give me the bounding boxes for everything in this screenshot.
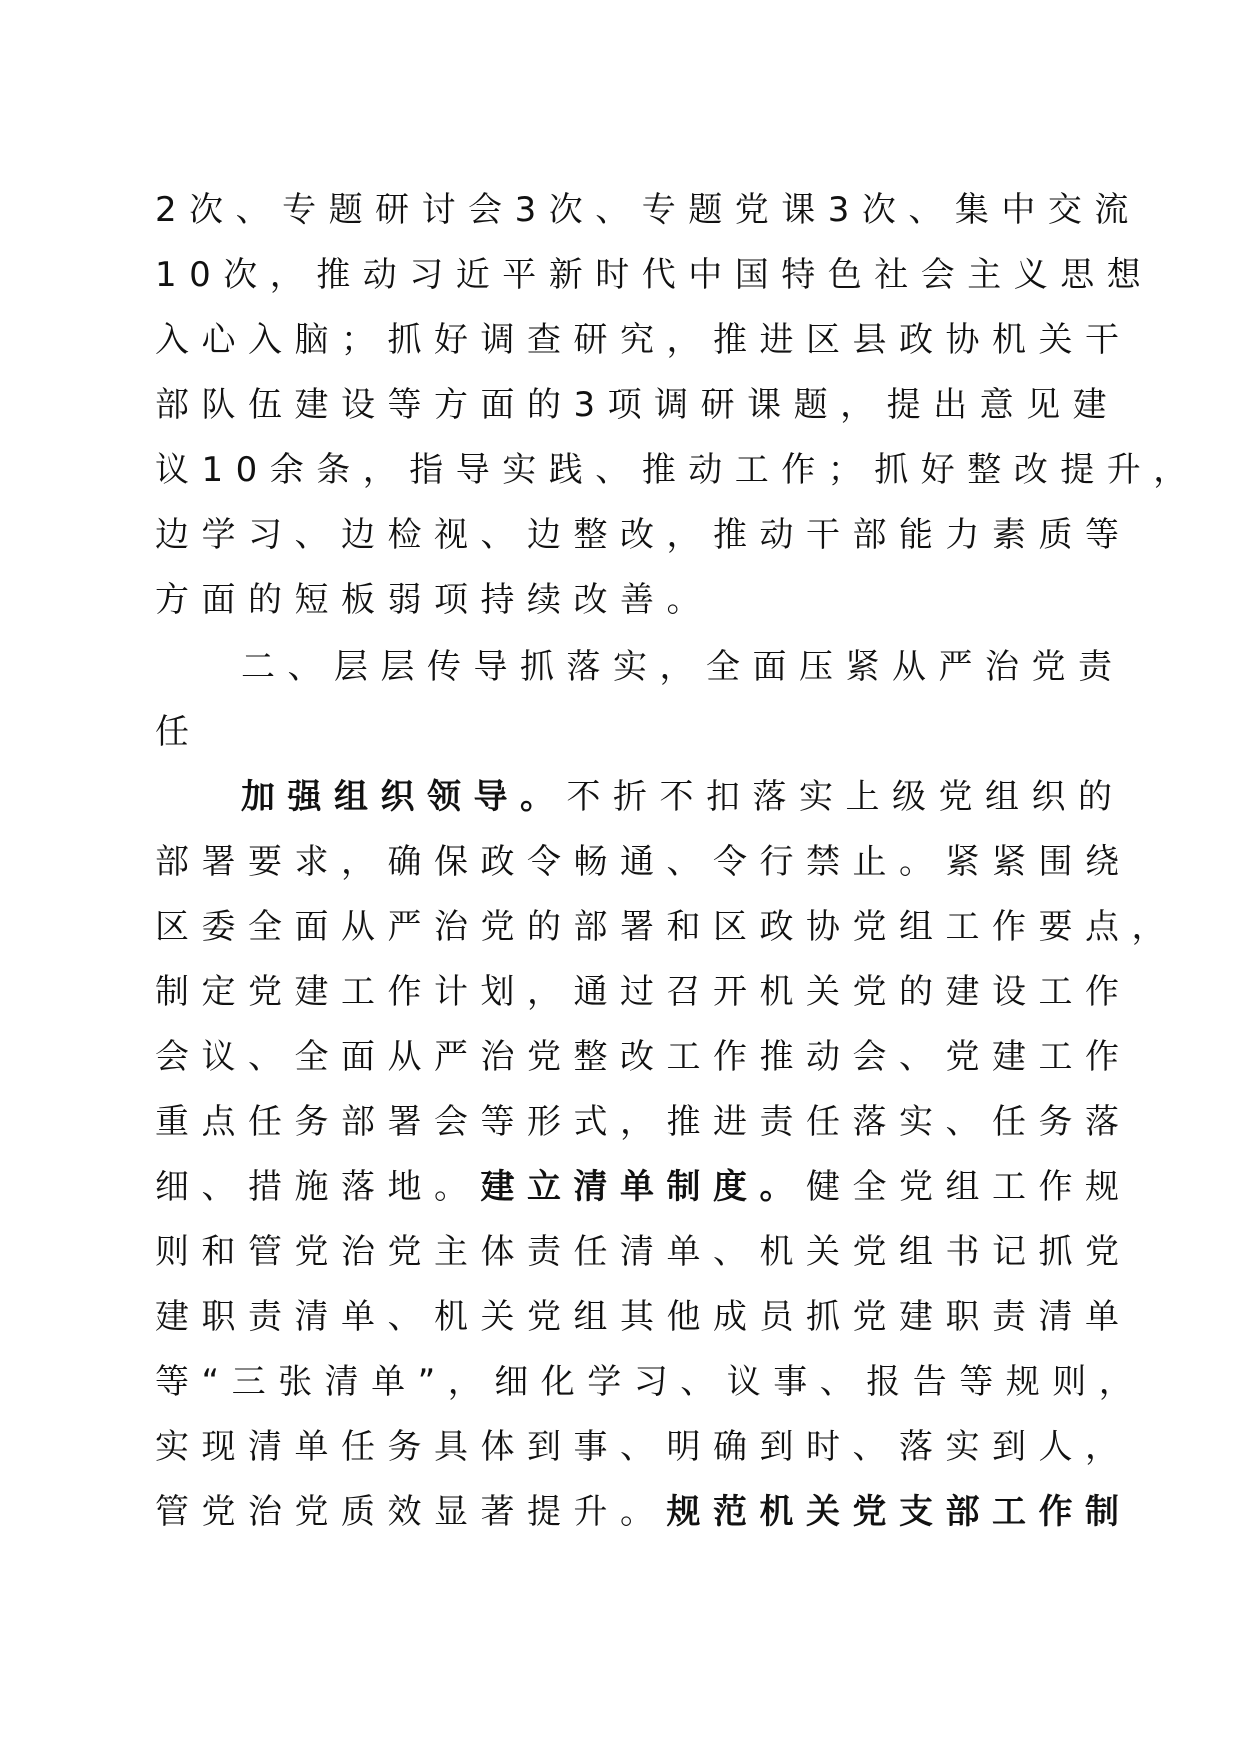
text-line (155, 1487, 1132, 1537)
text-line: 等“三张清单”，细化学习、议事、报告等规则， (155, 1362, 1146, 1402)
section-heading-continuation: 任 (155, 712, 202, 752)
text-line: 实现清单任务具体到事、明确到时、落实到人， (155, 1427, 1132, 1467)
text-line: 区委全面从严治党的部署和区政协党组工作要点， (155, 907, 1178, 947)
text-line: 部队伍建设等方面的3项调研课题，提出意见建 (155, 385, 1120, 425)
text-line: 建职责清单、机关党组其他成员抓党建职责清单 (155, 1297, 1132, 1337)
text-line: 会议、全面从严治党整改工作推动会、党建工作 (155, 1037, 1132, 1077)
text-line: 10次，推动习近平新时代中国特色社会主义思想 (155, 255, 1154, 295)
text-line: 边学习、边检视、边整改，推动干部能力素质等 (155, 515, 1132, 555)
bold-lead-phrase: 加强组织领导。 (241, 777, 567, 817)
text-run: 不折不扣落实上级党组织的 (566, 777, 1125, 817)
text-line: 制定党建工作计划，通过召开机关党的建设工作 (155, 972, 1132, 1012)
text-line: 2次、专题研讨会3次、专题党课3次、集中交流 (155, 190, 1141, 230)
text-run: 管党治党质效显著提升。 (155, 1492, 667, 1532)
text-line: 议10余条，指导实践、推动工作；抓好整改提升， (155, 450, 1200, 490)
text-line: 则和管党治党主体责任清单、机关党组书记抓党 (155, 1232, 1132, 1272)
text-line: 入心入脑；抓好调查研究，推进区县政协机关干 (155, 320, 1132, 360)
section-heading: 二、层层传导抓落实，全面压紧从严治党责 (241, 647, 1125, 687)
text-line (155, 1162, 1132, 1212)
bold-lead-phrase: 规范机关党支部工作制 (666, 1492, 1132, 1532)
paragraph-first-line (241, 772, 1171, 822)
bold-lead-phrase: 建立清单制度。 (480, 1167, 806, 1207)
text-run: 细、措施落地。 (155, 1167, 481, 1207)
text-line: 部署要求，确保政令畅通、令行禁止。紧紧围绕 (155, 842, 1132, 882)
text-line: 重点任务部署会等形式，推进责任落实、任务落 (155, 1102, 1132, 1142)
text-run: 健全党组工作规 (806, 1167, 1132, 1207)
text-line: 方面的短板弱项持续改善。 (155, 580, 713, 620)
